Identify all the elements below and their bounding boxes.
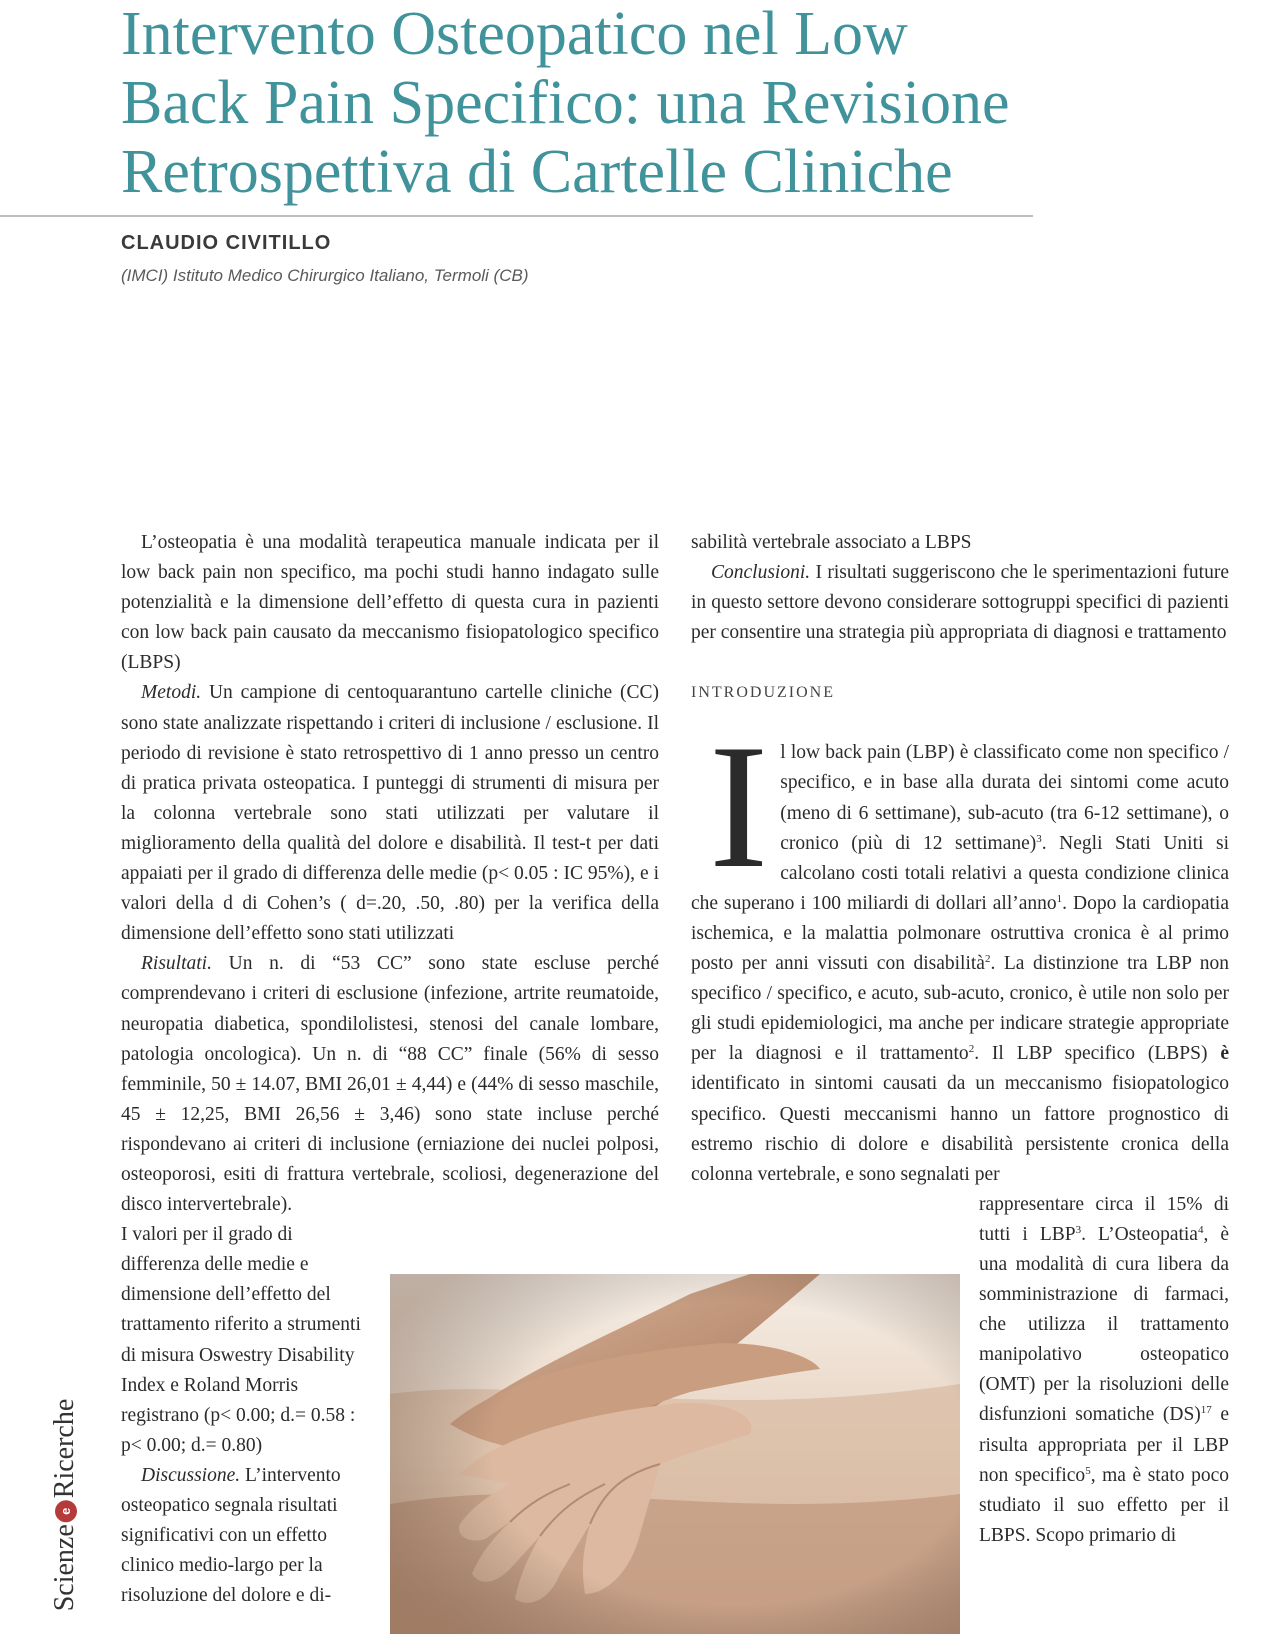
journal-logo (47, 1380, 83, 1630)
abstract-results (121, 949, 659, 1220)
section-heading-introduzione: INTRODUZIONE (691, 684, 835, 702)
discussion-continued: sabilità vertebrale associato a LBPS (691, 532, 972, 553)
narrow-block (121, 1220, 371, 1611)
article-title (121, 0, 1121, 207)
logo-word: Scienze (49, 1524, 80, 1612)
intro-text: . Il LBP specifico (LBPS) (974, 1043, 1221, 1065)
intro-text: , ma è stato poco studiato il suo effetto per il LBPS. Scopo primario di (979, 1464, 1229, 1546)
intro-paragraph-cont (979, 1190, 1229, 1551)
intro-text: identificato in sintomi causati da un meccanismo fisiopatologico specifico. Questi meccanismi hanno un fattore prognostico di estremo rischio di dolore e disabilità persistente cronica della colonna vertebrale, e sono segnalati per (691, 1073, 1229, 1185)
abstract-results-values: I valori per il grado di differenza delle medie e dimensione dell’effetto del trattamento riferito a strumenti di misura Oswestry Disability Index e Roland Morris registrano (p< 0.00; d.= 0.58 : p< 0.00; d.= 0.80) (121, 1224, 361, 1456)
conclusions-label: Conclusioni. (711, 562, 811, 584)
intro-text: . Negli Stati Uniti si calcolano costi totali relativi a questa condizione clinica che superano i 100 miliardi di dollari all’anno (691, 832, 1229, 914)
results-text: Un n. di “53 CC” sono state escluse perché comprendevano i criteri di esclusione (infezione, artrite reumatoide, neuropatia diabetica, spondilolistesi, stenosi del canale lombare, patologia oncologica). Un n. di “88 CC” finale (56% di sesso femminile, 50 ± 14.07, BMI 26,01 ± 4,44) e (44% di sesso maschile, 45 ± 12,25, BMI 26,56 ± 3,46) sono state incluse perché rispondevano ai criteri di inclusione (erniazione dei nuclei polposi, osteoporosi, esiti di frattura vertebrale, scoliosi, degenerazione del disco intervertebrale). (121, 953, 659, 1216)
intro-text: , è una modalità di cura libera da somministrazione di farmaci, che utilizza il trattamento manipolativo osteopatico (OMT) per la risoluzioni delle disfunzioni somatiche (DS) (979, 1223, 1229, 1426)
abstract-methods (121, 678, 659, 949)
methods-label: Metodi. (141, 682, 202, 704)
intro-text: l low back pain (LBP) è classificato come non specifico / specifico, e in base alla durata dei sintomi come acuto (meno di 6 settimane), sub-acuto (tra 6-12 settimane), o cronico (più di 12 settimane) (780, 742, 1229, 854)
citation: 2 (968, 1043, 975, 1056)
intro-text: . L’Osteopatia (1081, 1223, 1198, 1245)
intro-text: . Dopo la cardiopatia ischemica, e la malattia polmonare ostruttiva cronica è al primo posto per anni vissuti con disabilità (691, 892, 1229, 975)
abstract-conclusions (691, 558, 1229, 648)
citation: 17 (1200, 1404, 1212, 1417)
logo-word: Ricerche (49, 1398, 80, 1499)
citation: 3 (1075, 1223, 1082, 1236)
title-line: Retrospettiva di Cartelle Cliniche (121, 138, 953, 206)
citation: 1 (1056, 892, 1063, 905)
conclusions-text: I risultati suggeriscono che le sperimentazioni future in questo settore devono considerare sottogruppi specifici di pazienti per consentire una strategia più appropriata di diagnosi e trattamento (691, 562, 1229, 644)
title-line: Intervento Osteopatico nel Low (121, 0, 908, 68)
discussion-text: L’intervento osteopatico segnala risultati significativi con un effetto clinico medio-largo per la risoluzione del dolore e di- (121, 1464, 341, 1607)
results-label: Risultati. (141, 953, 212, 975)
citation: 2 (984, 953, 991, 966)
intro-text: rappresentare circa il 15% di tutti i LBP (979, 1193, 1229, 1245)
abstract-intro: L’osteopatia è una modalità terapeutica manuale indicata per il low back pain non specifico, ma pochi studi hanno indagato sulle potenzialità e la dimensione dell’effetto di questa cura in pazienti con low back pain causato da meccanismo fisiopatologico specifico (LBPS) (121, 532, 659, 674)
title-line: Back Pain Specifico: una Revisione (121, 69, 1010, 137)
intro-narrow-block (979, 1190, 1229, 1551)
intro-paragraph (691, 707, 1229, 1189)
discussion-label: Discussione. (141, 1464, 241, 1486)
hands-photo (390, 1274, 960, 1634)
citation: 5 (1085, 1464, 1091, 1477)
abstract-discussion (121, 1461, 371, 1611)
intro-bold: è (1220, 1043, 1229, 1065)
logo-mark-icon: e (55, 1500, 77, 1522)
journal-logo-text (49, 1399, 81, 1612)
drop-cap: I (709, 707, 769, 906)
citation: 3 (1036, 832, 1042, 845)
intro-text: . La distinzione tra LBP non specifico / specifico, e acuto, sub-acuto, cronico, è utile non solo per gli studi epidemiologici, ma anche per indicare strategie appropriate per la diagnosi e il trattamento (691, 953, 1229, 1065)
citation: 4 (1197, 1223, 1204, 1236)
author-affiliation: (IMCI) Istituto Medico Chirurgico Italiano, Termoli (CB) (121, 266, 529, 285)
methods-text: Un campione di centoquarantuno cartelle cliniche (CC) sono state analizzate rispettando i criteri di inclusione / esclusione. Il periodo di revisione è stato retrospettivo di 1 anno presso un centro di pratica privata osteopatica. I punteggi di strumenti di misura per la colonna vertebrale sono stati utilizzati per valutare il miglioramento della qualità del dolore e disabilità. Il test-t per dati appaiati per il grado di differenza delle medie (p< 0.05 : IC 95%), e i valori della d di Cohen’s ( d=.20, .50, .80) per la verifica della dimensione dell’effetto sono stati utilizzati (121, 682, 659, 945)
intro-text: e risulta appropriata per il LBP non specifico (979, 1404, 1229, 1486)
title-divider (0, 215, 1033, 217)
author-name: CLAUDIO CIVITILLO (121, 232, 332, 254)
